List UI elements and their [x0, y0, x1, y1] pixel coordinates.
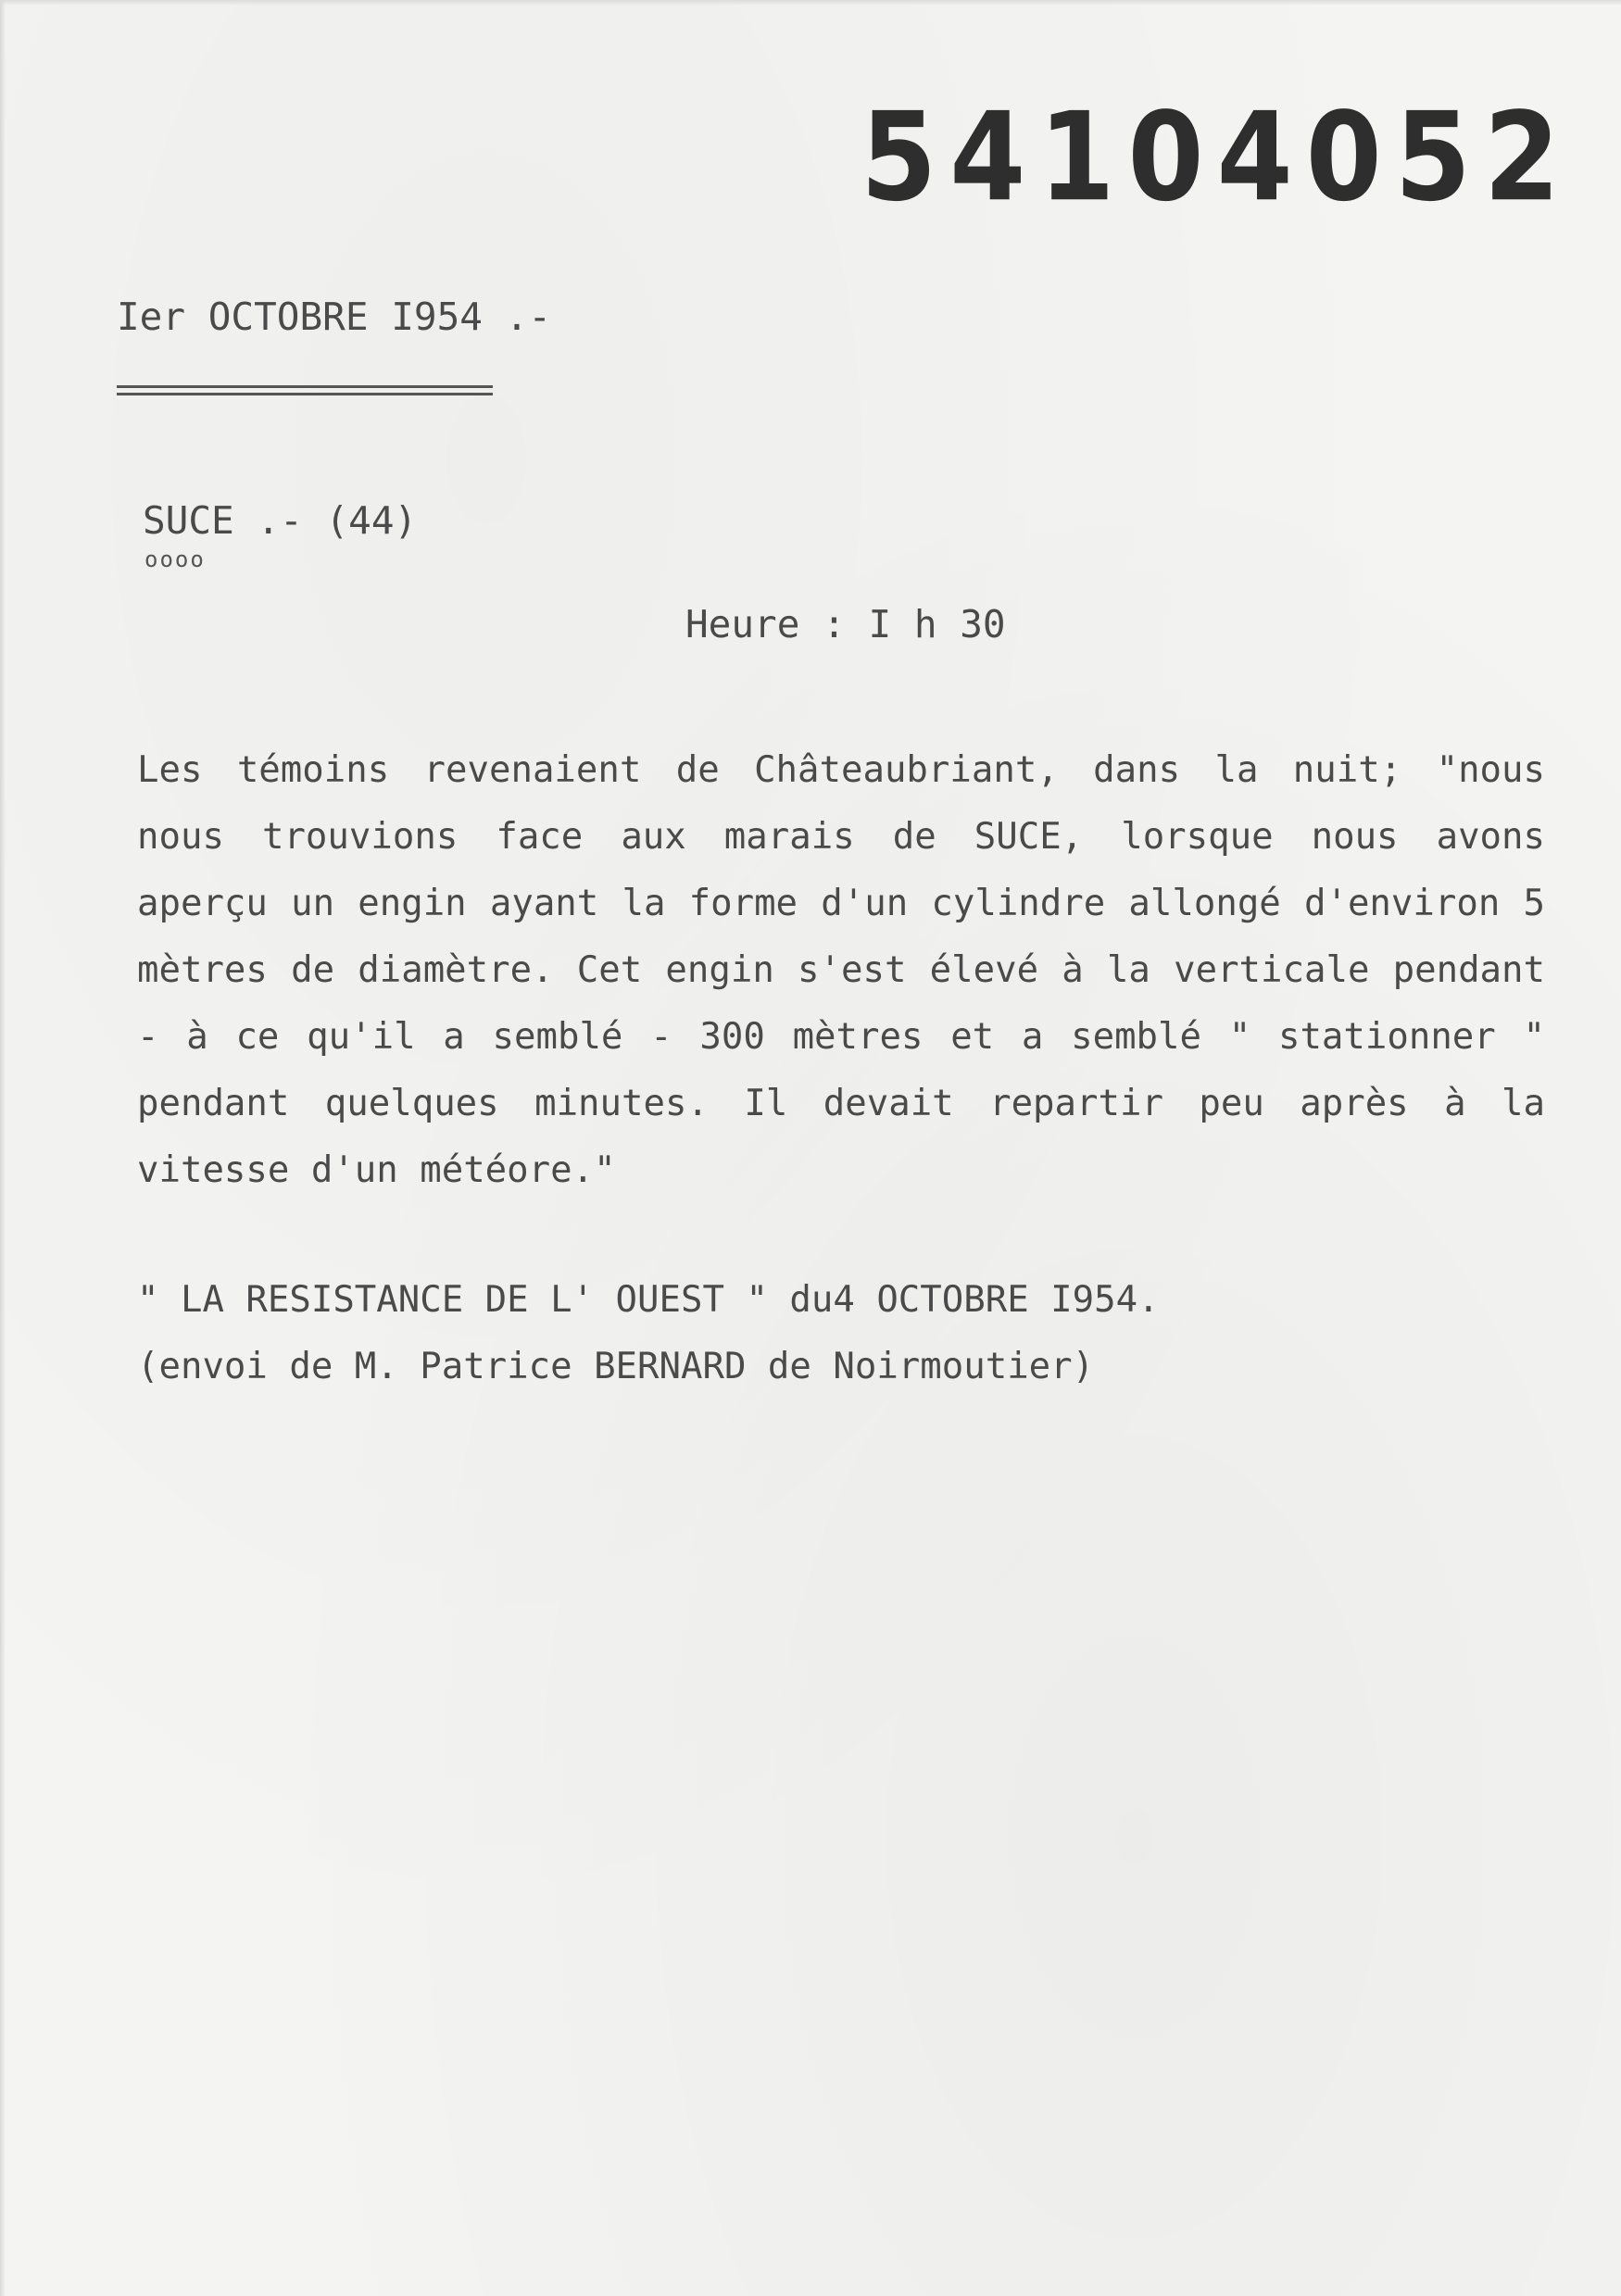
hour-label: Heure : I h 30: [685, 602, 1006, 646]
document-date: Ier OCTOBRE I954 .-: [117, 295, 551, 339]
source-newspaper-line: " LA RESISTANCE DE L' OUEST " du4 OCTOBRE I954.: [137, 1279, 1160, 1321]
source-sender-line: (envoi de M. Patrice BERNARD de Noirmoutier): [137, 1346, 1095, 1387]
date-double-underline: [117, 385, 493, 395]
reference-number-stamp: 54104052: [861, 85, 1573, 229]
page-edge-left: [0, 0, 6, 2296]
page-edge-top: [0, 0, 1621, 6]
report-body-text: Les témoins revenaient de Châteaubriant, dans la nuit; "nous nous trouvions face aux marais de SUCE, lorsque nous avons aperçu un engin ayant la forme d'un cylindre allongé d'environ 5 mètres de diamètre. Cet engin s'est élevé à la verticale pendant - à ce qu'il a semblé - 300 mètres et a semblé " stationner " pendant quelques minutes. Il devait repartir peu après à la vitesse d'un météore.": [137, 749, 1545, 1191]
source-citation: [137, 1267, 1341, 1400]
place-heading: SUCE .- (44): [143, 498, 418, 543]
place-underline: oooo: [145, 546, 206, 572]
